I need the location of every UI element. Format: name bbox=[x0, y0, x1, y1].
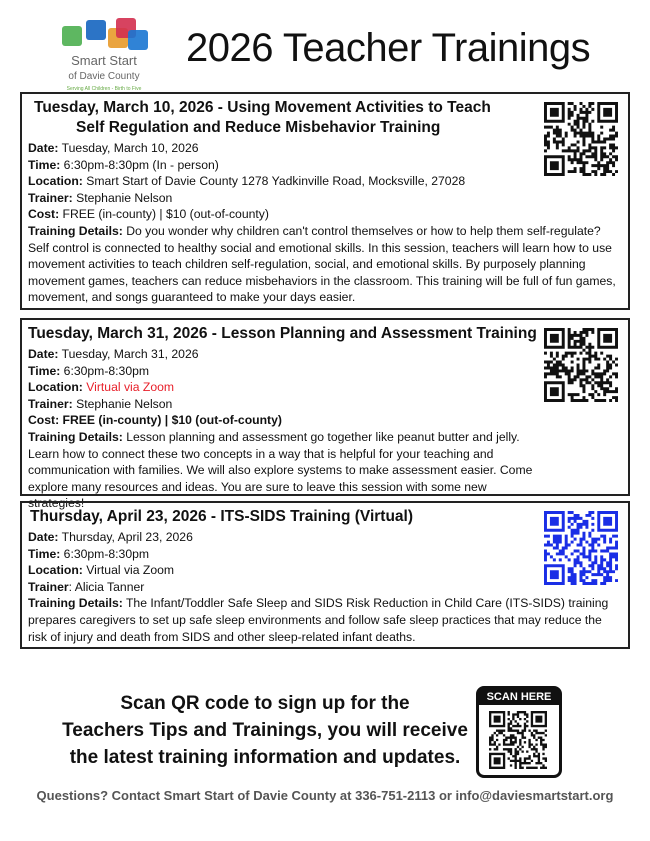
training-heading: Thursday, April 23, 2026 - ITS-SIDS Training (Virtual) bbox=[30, 508, 413, 525]
training-heading: Tuesday, March 10, 2026 - Using Movement Activities to Teach Self Regulation and Reduce Misbehavior Training bbox=[34, 99, 491, 136]
page-title: 2026 Teacher Trainings bbox=[186, 26, 591, 70]
training-card-2: Tuesday, March 31, 2026 - Lesson Planning and Assessment Training Date: Tuesday, March 31, 2026 Time: 6:30pm-8:30pm Location: Virtual via Zoom Trainer: Stephanie Nelson Cost: FREE (in-county) | $10 (out-of-county) Training Details: Lesson planning and assessment go together like peanut butter and jelly. Learn how to connect these two concepts in a way that is helpful for your teaching and communication with families. We will also explore systems to make assessment easier. Come explore many resources and ideas. You are sure to leave this session with some new strategies! bbox=[20, 318, 630, 496]
training-heading: Tuesday, March 31, 2026 - Lesson Planning and Assessment Training bbox=[28, 325, 537, 342]
qr-code-icon[interactable] bbox=[544, 328, 618, 402]
qr-code-icon[interactable] bbox=[544, 511, 618, 585]
logo-tagline: Serving All Children - Birth to Five bbox=[66, 86, 142, 92]
training-card-3: Thursday, April 23, 2026 - ITS-SIDS Training (Virtual) Date: Thursday, April 23, 2026 Time: 6:30pm-8:30pm Location: Virtual via Zoom Trainer: Alicia Tanner Training Details: The Infant/Toddler Safe Sleep and SIDS Risk Reduction in Child Care (ITS-SIDS) training prepares caregivers to set up safe sleep environments and follow safe sleep practices that may reduce the risk of injury and death from SIDS and other sleep-related infant deaths. bbox=[20, 501, 630, 649]
contact-info: Questions? Contact Smart Start of Davie County at 336-751-2113 or info@daviesmartstart.org bbox=[36, 788, 614, 803]
qr-code-icon[interactable] bbox=[544, 102, 618, 176]
signup-message: Scan QR code to sign up for the Teachers Tips and Trainings, you will receive the latest training information and updates. bbox=[62, 693, 468, 768]
qr-code-icon[interactable] bbox=[489, 711, 547, 769]
scan-here-qr[interactable] bbox=[476, 686, 562, 778]
training-card-1: Tuesday, March 10, 2026 - Using Movement Activities to Teach Self Regulation and Reduce Misbehavior Training Date: Tuesday, March 10, 2026 Time: 6:30pm-8:30pm (In - person) Location: Smart Start of Davie County 1278 Yadkinville Road, Mocksville, 27028 Trainer: Stephanie Nelson Cost: FREE (in-county) | $10 (out-of-county) Training Details: Do you wonder why children can't control themselves or how to help them self-regulate? Self control is connected to healthy social and emotional skills. In this session, teachers will learn how to use movement activities to teach children self-regulation, social, and emotional skills. By purposely planning movement games, teachers can reduce misbehaviors in the classroom. This training will be full of fun games, movement, and songs guaranteed to make your days easier. bbox=[20, 92, 630, 310]
scan-here-label: SCAN HERE bbox=[479, 689, 559, 705]
logo-name: Smart Start of Davie County bbox=[68, 53, 140, 82]
